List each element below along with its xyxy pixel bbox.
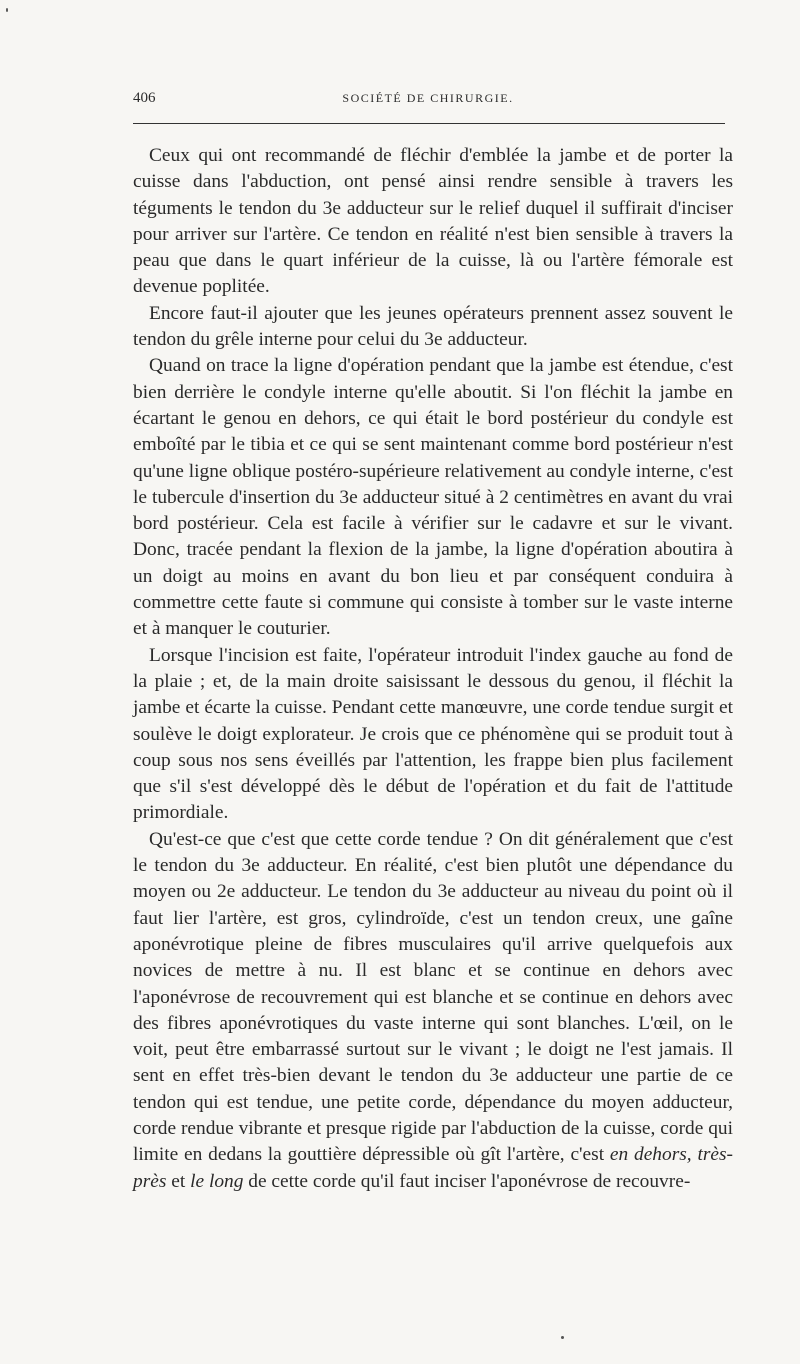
joiner-text: et xyxy=(166,1170,191,1192)
paragraph-3: Quand on trace la ligne d'opération pendant que la jambe est étendue, c'est bien derrière le condyle interne qu'elle aboutit. Si l'on fléchit la jambe en écartant le genou en dehors, ce qui était le bord postérieur du condyle est emboîté par le tibia et ce qui se sent maintenant comme bord postérieur n'est qu'une ligne oblique postéro-supérieure relativement au condyle interne, c'est le tubercule d'insertion du 3e adducteur situé à 2 centimètres en avant du vrai bord postérieur. Cela est facile à vérifier sur le cadavre et sur le vivant. Donc, tracée pendant la flexion de la jambe, la ligne d'opération aboutira à un doigt au moins en avant du bon lieu et par conséquent conduira à commettre cette faute si commune qui consiste à tomber sur le vaste interne et à manquer le couturier. xyxy=(133,355,733,640)
italic-phrase-2: le long xyxy=(190,1170,244,1192)
page-number: 406 xyxy=(133,90,156,106)
body-text xyxy=(133,143,733,1195)
italic-phrase-1: en dehors, très-près xyxy=(133,1144,733,1192)
print-speck xyxy=(6,8,8,12)
header-rule xyxy=(133,123,725,124)
print-speck xyxy=(561,1336,564,1339)
paragraph-4: Lorsque l'incision est faite, l'opérateur introduit l'index gauche au fond de la plaie ; et, de la main droite saisissant le dessous du genou, il fléchit la jambe et écarte la cuisse. Pendant cette manœuvre, une corde tendue surgit et soulève le doigt explorateur. Je crois que ce phénomène qui se produit tout à coup sous nos sens éveillés par l'attention, les frappe bien plus facilement que s'il s'est développé dès le début de l'opération et du fait de l'attitude primordiale. xyxy=(133,644,733,824)
paragraph-2: Encore faut-il ajouter que les jeunes opérateurs prennent assez souvent le tendon du grêle interne pour celui du 3e adducteur. xyxy=(133,302,733,351)
running-title: SOCIÉTÉ DE CHIRURGIE. xyxy=(342,91,514,105)
paragraph-5-text: Qu'est-ce que c'est que cette corde tendue ? On dit généralement que c'est le tendon du 3e adducteur. En réalité, c'est bien plutôt une dépendance du moyen ou 2e adducteur. Le tendon du 3e adducteur au niveau du point où il faut lier l'artère, est gros, cylindroïde, c'est un tendon creux, une gaîne aponévrotique pleine de fibres musculaires qu'il arrive quelquefois aux novices de mettre à nu. Il est blanc et se continue en dehors avec l'aponévrose de recouvrement qui est blanche et se continue en dehors avec des fibres aponévrotiques du vaste interne qui sont blanches. L'œil, on le voit, peut être embarrassé surtout sur le vivant ; le doigt ne l'est jamais. Il sent en effet très-bien devant le tendon du 3e adducteur une partie de ce tendon qui est tendue, une petite corde, dépendance du moyen adducteur, corde rendue vibrante et presque rigide par l'abduction de la cuisse, corde qui limite en dedans la gouttière dépressible où gît l'artère, c'est xyxy=(133,828,733,1166)
page-header xyxy=(133,90,723,114)
paragraph-5-ending: de cette corde qu'il faut inciser l'aponévrose de recouvre- xyxy=(243,1170,691,1192)
paragraph-5 xyxy=(133,827,733,1195)
paragraph-1: Ceux qui ont recommandé de fléchir d'emblée la jambe et de porter la cuisse dans l'abduction, ont pensé ainsi rendre sensible à travers les téguments le tendon du 3e adducteur sur le relief duquel il suffirait d'inciser pour arriver sur l'artère. Ce tendon en réalité n'est bien sensible à travers la peau que dans le quart inférieur de la cuisse, là ou l'artère fémorale est devenue poplitée. xyxy=(133,145,733,298)
